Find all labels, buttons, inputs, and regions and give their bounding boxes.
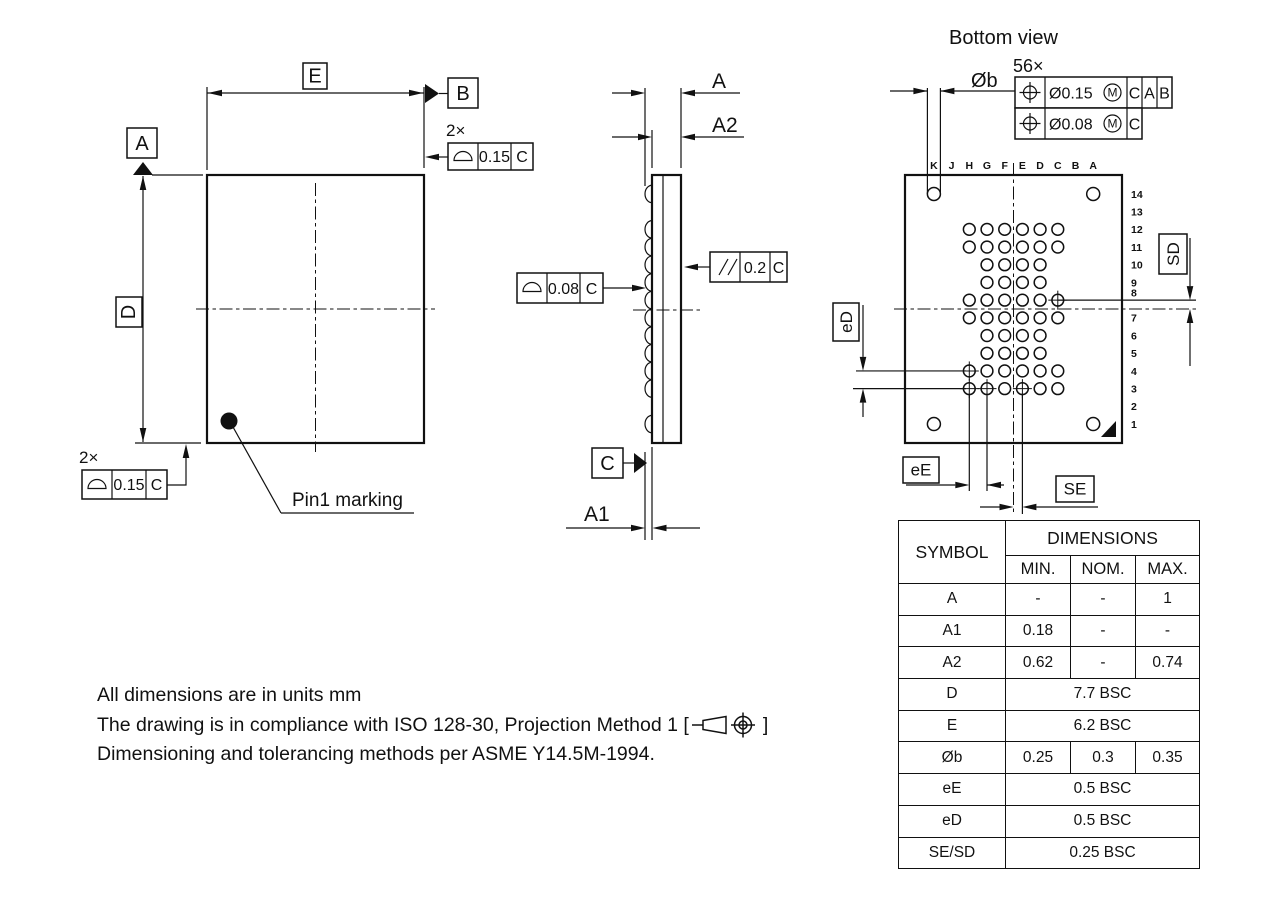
ball-E11 [1017,241,1029,253]
datum-ref-a: A [1144,85,1155,103]
ball-E4 [1017,365,1029,377]
ball-H12 [963,223,975,235]
note-projection [97,710,768,740]
span-cell: 0.25 BSC [1006,837,1200,869]
dimension-sd [1058,234,1196,366]
row-label-7: 7 [1131,312,1137,325]
ball-D12 [1034,223,1046,235]
tolerance-value: 0.15 [478,149,511,166]
symbol-cell: Øb [899,742,1006,774]
ball-G9 [981,277,993,289]
table-row-a [899,584,1200,616]
table-header-min: MIN. [1006,556,1071,584]
ball-F7 [999,312,1011,324]
tolerance-value: 0.2 [743,260,767,277]
sd-label: SD [1164,242,1183,266]
max-cell: 1 [1136,584,1200,616]
ball-E5 [1017,347,1029,359]
ball-C11 [1052,241,1064,253]
datum-ref: C [772,260,785,277]
bottom-view-title: Bottom view [949,27,1058,49]
table-header-symbol: SYMBOL [899,521,1006,584]
ball-G11 [981,241,993,253]
first-angle-projection-icon [690,710,762,740]
ee-label: eE [910,460,932,480]
datum-b-label: B [456,83,470,105]
note-projection-text: The drawing is in compliance with ISO 128-30, Projection Method 1 [ [97,713,689,736]
ball-G8 [981,294,993,306]
row-label-12: 12 [1131,224,1143,237]
row-label-5: 5 [1131,348,1137,361]
fcf-parallelism [684,252,787,282]
ball-C3 [1052,383,1064,395]
table-header-dimensions: DIMENSIONS [1006,521,1200,556]
ball-E6 [1017,330,1029,342]
dim-d-label: D [118,304,140,320]
pin1-marking [221,413,415,514]
ball-D3 [1034,383,1046,395]
column-label-A: A [1089,160,1097,172]
ball-A1 [1087,418,1100,431]
min-cell: 0.62 [1006,647,1071,679]
ball-G5 [981,347,993,359]
ball-F11 [999,241,1011,253]
datum-a-label: A [135,133,149,155]
ball-E8 [1017,294,1029,306]
table-row-e [899,710,1200,742]
span-cell: 6.2 BSC [1006,710,1200,742]
ball-G4 [981,365,993,377]
pin1-label: Pin1 marking [292,490,403,511]
min-cell: 0.25 [1006,742,1071,774]
dimension-a1 [566,503,700,531]
column-label-F: F [1001,160,1008,172]
bottom-view [833,27,1196,514]
ball-F8 [999,294,1011,306]
column-label-K: K [930,160,938,172]
dim-e-label: E [308,65,322,88]
ball-D9 [1034,277,1046,289]
row-label-6: 6 [1131,330,1137,343]
min-cell: 0.18 [1006,615,1071,647]
ball-F9 [999,277,1011,289]
ball-F10 [999,259,1011,271]
ball-D10 [1034,259,1046,271]
nom-cell: 0.3 [1071,742,1136,774]
ball-F4 [999,365,1011,377]
datum-ref-c: C [1128,85,1141,103]
datum-b [425,78,478,108]
ball-D7 [1034,312,1046,324]
symbol-cell: A2 [899,647,1006,679]
dimension-se [980,395,1098,515]
ball-D11 [1034,241,1046,253]
table-row-a1 [899,615,1200,647]
nom-cell: - [1071,615,1136,647]
ball-H11 [963,241,975,253]
symbol-cell: eD [899,805,1006,837]
max-cell: 0.74 [1136,647,1200,679]
ball-E12 [1017,223,1029,235]
fcf-profile-side [517,273,646,303]
ball-G6 [981,330,993,342]
dimensions-table [898,520,1200,869]
ball-C4 [1052,365,1064,377]
fcf-position-stack [1013,56,1172,139]
ball-D4 [1034,365,1046,377]
column-label-G: G [982,160,992,172]
nom-cell: - [1071,647,1136,679]
max-cell: 0.35 [1136,742,1200,774]
mmc-modifier-label: M [1107,85,1118,100]
table-header-nom: NOM. [1071,556,1136,584]
note-projection-bracket: ] [762,713,769,736]
a1-corner-chamfer [1101,421,1116,437]
ball-C7 [1052,312,1064,324]
datum-ref-b: B [1159,85,1170,103]
pin1-dot [221,413,238,430]
fcf-profile-top-right [425,121,533,170]
ball-G7 [981,312,993,324]
dimension-d [116,176,201,443]
ball-G12 [981,223,993,235]
datum-a [127,128,203,175]
ball-C12 [1052,223,1064,235]
row-label-1: 1 [1131,418,1137,431]
count-label: 2× [446,121,466,140]
symbol-cell: eE [899,774,1006,806]
dim-db-label: Øb [971,70,998,92]
column-label-E: E [1018,160,1026,172]
row-label-4: 4 [1131,365,1137,378]
symbol-cell: E [899,710,1006,742]
table-row-a2 [899,647,1200,679]
symbol-cell: A [899,584,1006,616]
row-label-14: 14 [1131,188,1143,201]
datum-c-label: C [600,453,615,475]
row-labels [1131,189,1143,431]
max-cell: - [1136,615,1200,647]
row-label-13: 13 [1131,206,1143,219]
tolerance-value: Ø0.15 [1049,85,1093,103]
ball-E7 [1017,312,1029,324]
dim-a2-label: A2 [712,114,738,137]
column-label-H: H [965,160,974,172]
se-label: SE [1063,479,1087,499]
table-row-sesd [899,837,1200,869]
datum-ref-c: C [1128,116,1141,134]
side-view [517,70,787,540]
column-label-B: B [1071,160,1080,172]
dimension-a2 [612,114,744,168]
datum-c [592,447,652,540]
symbol-cell: SE/SD [899,837,1006,869]
tolerance-value: 0.08 [547,281,580,298]
ball-H8 [963,294,975,306]
min-cell: - [1006,584,1071,616]
column-label-J: J [948,160,955,172]
ball-K1 [927,418,940,431]
nom-cell: - [1071,584,1136,616]
row-label-10: 10 [1131,259,1143,272]
note-tolerancing: Dimensioning and tolerancing methods per ASME Y14.5M-1994. [97,742,655,765]
dimension-e [207,63,424,170]
ball-G10 [981,259,993,271]
column-label-C: C [1054,160,1062,172]
ball-D6 [1034,330,1046,342]
symbol-cell: A1 [899,615,1006,647]
ball-D5 [1034,347,1046,359]
ed-label: eD [837,311,856,333]
datum-ref: C [516,149,528,166]
count-label: 2× [79,448,99,467]
row-label-9: 9 [1131,277,1137,290]
dimension-ed [833,303,966,417]
table-row-ee [899,774,1200,806]
dim-a1-label: A1 [584,503,610,526]
datum-ref: C [150,477,163,494]
column-label-D: D [1036,160,1044,172]
ball-D8 [1034,294,1046,306]
ball-E10 [1017,259,1029,271]
dim-a-label: A [712,70,727,93]
fcf-profile-bottom-left [79,444,189,499]
ball-F3 [999,383,1011,395]
ball-H7 [963,312,975,324]
ball-F6 [999,330,1011,342]
span-cell: 0.5 BSC [1006,805,1200,837]
ball-E9 [1017,277,1029,289]
drawing-notes [97,681,768,768]
span-cell: 0.5 BSC [1006,774,1200,806]
row-label-3: 3 [1131,383,1137,396]
table-row-ed [899,805,1200,837]
mmc-modifier-label: M [1107,116,1118,131]
table-row-d [899,679,1200,711]
symbol-cell: D [899,679,1006,711]
ball-count-label: 56× [1013,56,1044,76]
row-label-2: 2 [1131,401,1137,414]
span-cell: 7.7 BSC [1006,679,1200,711]
ball-A14 [1087,187,1100,200]
table-row-db [899,742,1200,774]
package-side-outline [652,175,681,443]
note-units: All dimensions are in units mm [97,684,362,706]
tolerance-value: 0.15 [113,477,145,494]
row-label-11: 11 [1131,241,1143,254]
row-label-8: 8 [1131,287,1137,300]
top-view [79,63,533,513]
ball-K14 [927,187,940,200]
ball-F12 [999,223,1011,235]
ball-F5 [999,347,1011,359]
datum-ref: C [585,281,598,298]
tolerance-value: Ø0.08 [1049,116,1093,134]
table-header-max: MAX. [1136,556,1200,584]
